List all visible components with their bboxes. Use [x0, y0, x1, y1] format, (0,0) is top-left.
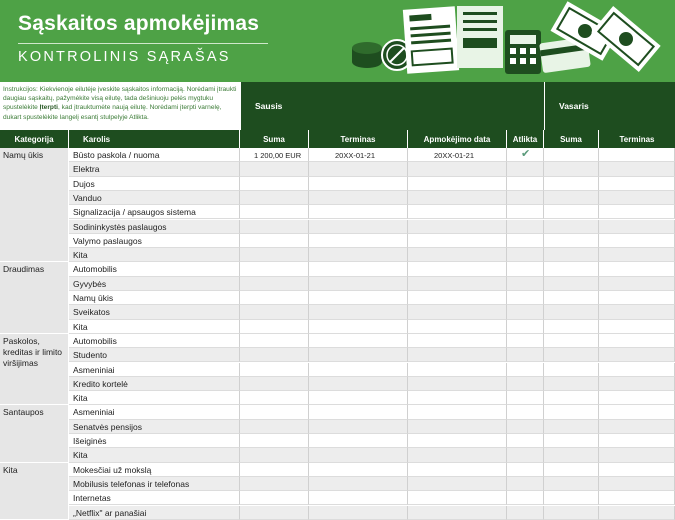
cell-due[interactable] [309, 491, 408, 505]
cell-amount[interactable] [240, 463, 309, 477]
header-banner [0, 0, 675, 82]
cell-amount[interactable] [240, 291, 309, 305]
cell-amount2[interactable] [544, 320, 599, 334]
cell-amount[interactable] [240, 506, 309, 520]
cell-paid[interactable] [408, 463, 507, 477]
cell-amount2[interactable] [544, 148, 599, 162]
cell-amount2[interactable] [544, 162, 599, 176]
biller-label: Kita [73, 321, 88, 332]
month-header-february: Vasaris [544, 82, 675, 130]
biller-label: Sveikatos [73, 307, 110, 318]
cell-paid[interactable] [408, 477, 507, 491]
cell-due2[interactable] [599, 377, 675, 391]
table-row[interactable] [69, 477, 675, 491]
cell-amount2[interactable] [544, 305, 599, 319]
cell-amount[interactable] [240, 448, 309, 462]
page-title: Sąskaitos apmokėjimas [18, 12, 260, 35]
cell-done[interactable] [507, 348, 544, 362]
cell-amount2[interactable] [544, 277, 599, 291]
cell-paid[interactable] [408, 334, 507, 348]
table-row[interactable] [69, 162, 675, 176]
biller-label: Kita [73, 450, 88, 461]
cell-due2[interactable] [599, 291, 675, 305]
cell-due2[interactable] [599, 448, 675, 462]
cell-done[interactable] [507, 420, 544, 434]
cell-amount[interactable] [240, 320, 309, 334]
cell-paid[interactable] [408, 262, 507, 276]
cell-paid[interactable] [408, 248, 507, 262]
cell-biller[interactable] [69, 491, 240, 505]
cell-paid[interactable] [408, 491, 507, 505]
cell-paid[interactable] [408, 148, 507, 162]
cell-biller[interactable] [69, 234, 240, 248]
cell-due[interactable] [309, 477, 408, 491]
cell-due2[interactable] [599, 191, 675, 205]
cell-done[interactable] [507, 391, 544, 405]
table-row[interactable] [69, 234, 675, 248]
cell-due[interactable] [309, 305, 408, 319]
cell-biller[interactable] [69, 262, 240, 276]
invoice-icon [403, 6, 459, 73]
cell-done[interactable] [507, 148, 544, 162]
cell-paid[interactable] [408, 363, 507, 377]
cell-due[interactable] [309, 434, 408, 448]
category-loans: Paskolos, kreditas ir limito viršijimas [0, 334, 69, 406]
cell-due[interactable] [309, 262, 408, 276]
cell-due2[interactable] [599, 506, 675, 520]
category-savings: Santaupos [0, 405, 69, 462]
coins-icon [352, 40, 412, 70]
cell-done[interactable] [507, 405, 544, 419]
cell-amount2[interactable] [544, 363, 599, 377]
cell-amount[interactable] [240, 177, 309, 191]
category-other: Kita [0, 463, 69, 520]
cell-amount2[interactable] [544, 463, 599, 477]
cell-paid[interactable] [408, 205, 507, 219]
biller-label: Asmeniniai [73, 364, 115, 375]
cell-due2[interactable] [599, 148, 675, 162]
cell-due[interactable] [309, 405, 408, 419]
biller-label: Signalizacija / apsaugos sistema [73, 207, 196, 218]
cell-due[interactable] [309, 291, 408, 305]
cell-amount[interactable] [240, 234, 309, 248]
cell-amount[interactable] [240, 348, 309, 362]
cell-biller[interactable] [69, 291, 240, 305]
table-row[interactable] [69, 334, 675, 348]
cell-amount[interactable] [240, 148, 309, 162]
cell-done[interactable] [507, 477, 544, 491]
cell-due2[interactable] [599, 348, 675, 362]
cell-amount2[interactable] [544, 177, 599, 191]
cell-due[interactable] [309, 191, 408, 205]
cell-due[interactable] [309, 205, 408, 219]
cell-paid[interactable] [408, 377, 507, 391]
biller-label: Dujos [73, 178, 95, 189]
cell-due[interactable] [309, 463, 408, 477]
cell-paid[interactable] [408, 320, 507, 334]
col-header-due: Terminas [309, 130, 408, 148]
cell-biller[interactable] [69, 420, 240, 434]
cell-amount[interactable] [240, 491, 309, 505]
cell-amount2[interactable] [544, 506, 599, 520]
table-row[interactable] [69, 377, 675, 391]
cell-done[interactable] [507, 448, 544, 462]
cell-paid[interactable] [408, 348, 507, 362]
cell-due[interactable] [309, 177, 408, 191]
biller-label: Studento [73, 350, 108, 361]
table-row[interactable] [69, 262, 675, 276]
table-row[interactable] [69, 248, 675, 262]
cell-amount2[interactable] [544, 220, 599, 234]
cell-amount2[interactable] [544, 262, 599, 276]
cell-done[interactable] [507, 262, 544, 276]
col-header-category: Kategorija [0, 130, 69, 148]
table-row[interactable] [69, 363, 675, 377]
cell-amount[interactable] [240, 477, 309, 491]
cell-done[interactable] [507, 320, 544, 334]
biller-label: Būsto paskola / nuoma [73, 150, 160, 160]
cell-due2[interactable] [599, 277, 675, 291]
cell-paid[interactable] [408, 305, 507, 319]
cell-amount[interactable] [240, 205, 309, 219]
cell-biller[interactable] [69, 477, 240, 491]
cell-due[interactable] [309, 420, 408, 434]
cell-due2[interactable] [599, 248, 675, 262]
cell-biller[interactable] [69, 448, 240, 462]
month-header-january: Sausis [240, 82, 544, 130]
cell-biller[interactable] [69, 191, 240, 205]
cell-done[interactable] [507, 334, 544, 348]
cell-amount[interactable] [240, 334, 309, 348]
cell-amount[interactable] [240, 191, 309, 205]
cell-amount2[interactable] [544, 420, 599, 434]
cell-done[interactable] [507, 434, 544, 448]
cell-paid[interactable] [408, 434, 507, 448]
cell-biller[interactable] [69, 205, 240, 219]
cell-due[interactable] [309, 248, 408, 262]
cell-biller[interactable] [69, 391, 240, 405]
biller-label: Mobilusis telefonas ir telefonas [73, 478, 190, 489]
table-row[interactable] [69, 220, 675, 234]
cell-amount[interactable] [240, 434, 309, 448]
biller-label: Gyvybės [73, 278, 107, 289]
cell-amount2[interactable] [544, 205, 599, 219]
col-header-due-feb: Terminas [599, 130, 675, 148]
cell-done[interactable] [507, 506, 544, 520]
cell-amount[interactable] [240, 405, 309, 419]
bills-illustration [345, 0, 675, 82]
table-row[interactable] [69, 205, 675, 219]
cell-due2[interactable] [599, 391, 675, 405]
cell-amount2[interactable] [544, 477, 599, 491]
cell-amount2[interactable] [544, 291, 599, 305]
cell-due[interactable] [309, 391, 408, 405]
cell-due[interactable] [309, 334, 408, 348]
table-row[interactable] [69, 506, 675, 520]
cell-due2[interactable] [599, 220, 675, 234]
cell-amount[interactable] [240, 220, 309, 234]
biller-label: Kita [73, 250, 88, 261]
cell-biller[interactable] [69, 463, 240, 477]
cell-biller[interactable] [69, 248, 240, 262]
col-header-amount: Suma [240, 130, 309, 148]
col-header-paid-date: Apmokėjimo data [408, 130, 507, 148]
checkmark-icon: ✔ [521, 148, 531, 160]
table-row[interactable] [69, 191, 675, 205]
due-date-value: 20XX-01-21 [335, 150, 376, 160]
cell-due2[interactable] [599, 363, 675, 377]
cell-due2[interactable] [599, 234, 675, 248]
cell-done[interactable] [507, 377, 544, 391]
cell-biller[interactable] [69, 320, 240, 334]
biller-label: Namų ūkis [73, 293, 114, 303]
cell-amount2[interactable] [544, 348, 599, 362]
cell-biller[interactable] [69, 220, 240, 234]
cell-due2[interactable] [599, 334, 675, 348]
receipt-icon [457, 6, 503, 68]
category-insurance: Draudimas [0, 262, 69, 334]
cell-due2[interactable] [599, 320, 675, 334]
category-household: Namų ūkis [0, 148, 69, 262]
table-row[interactable] [69, 291, 675, 305]
page-subtitle: KONTROLINIS SĄRAŠAS [18, 49, 231, 65]
cell-due2[interactable] [599, 434, 675, 448]
cell-amount[interactable] [240, 248, 309, 262]
calculator-icon [505, 30, 541, 74]
cell-biller[interactable] [69, 177, 240, 191]
cell-paid[interactable] [408, 191, 507, 205]
cell-due2[interactable] [599, 205, 675, 219]
cell-due2[interactable] [599, 463, 675, 477]
cell-paid[interactable] [408, 506, 507, 520]
cell-paid[interactable] [408, 234, 507, 248]
cell-due[interactable] [309, 162, 408, 176]
table-row[interactable] [69, 277, 675, 291]
cell-done[interactable] [507, 177, 544, 191]
biller-label: Automobilis [73, 264, 117, 275]
cell-biller[interactable] [69, 162, 240, 176]
table-row[interactable] [69, 177, 675, 191]
cell-done[interactable] [507, 205, 544, 219]
cell-biller[interactable] [69, 305, 240, 319]
cell-amount[interactable] [240, 162, 309, 176]
cell-biller[interactable] [69, 377, 240, 391]
cell-amount[interactable] [240, 363, 309, 377]
cell-paid[interactable] [408, 220, 507, 234]
cell-due2[interactable] [599, 477, 675, 491]
biller-label: Kita [73, 393, 88, 404]
cell-due[interactable] [309, 320, 408, 334]
cell-amount[interactable] [240, 262, 309, 276]
biller-label: Vanduo [73, 192, 102, 203]
table-row[interactable] [69, 491, 675, 505]
cell-amount2[interactable] [544, 248, 599, 262]
instructions-text: Instrukcijos: Kiekvienoje eilutėje įveskite sąskaitos informaciją. Norėdami įtraukti daugiau sąskaitų, pažymėkite visą eilutę, tada dešiniuoju pelės mygtuku spustelėkite Įterpti, kad įtrauktumėte naują eilutę. Norėdami įterpti varnelę, dukart spustelėkite langelį esantį stulpelyje Atlikta. [0, 82, 240, 130]
cell-amount2[interactable] [544, 405, 599, 419]
col-header-done: Atlikta [507, 130, 544, 148]
cell-amount2[interactable] [544, 334, 599, 348]
cell-done[interactable] [507, 463, 544, 477]
cell-amount[interactable] [240, 305, 309, 319]
cell-due[interactable] [309, 220, 408, 234]
cell-paid[interactable] [408, 391, 507, 405]
col-header-biller: Karolis [69, 130, 240, 148]
cell-due[interactable] [309, 506, 408, 520]
cell-due2[interactable] [599, 177, 675, 191]
table-row[interactable] [69, 463, 675, 477]
table-row[interactable] [69, 148, 675, 162]
cell-biller[interactable] [69, 363, 240, 377]
cell-done[interactable] [507, 248, 544, 262]
biller-label: Mokesčiai už mokslą [73, 464, 152, 475]
table-row[interactable] [69, 348, 675, 362]
cell-done[interactable] [507, 291, 544, 305]
cell-due2[interactable] [599, 262, 675, 276]
cell-biller[interactable] [69, 348, 240, 362]
table-row[interactable] [69, 305, 675, 319]
biller-label: Senatvės pensijos [73, 421, 142, 432]
cell-paid[interactable] [408, 291, 507, 305]
cell-due[interactable] [309, 234, 408, 248]
cell-due[interactable] [309, 377, 408, 391]
cell-done[interactable] [507, 234, 544, 248]
cell-due2[interactable] [599, 162, 675, 176]
cell-due[interactable] [309, 348, 408, 362]
table-row[interactable] [69, 420, 675, 434]
biller-label: Sodininkystės paslaugos [73, 221, 167, 232]
cell-due[interactable] [309, 448, 408, 462]
cell-amount2[interactable] [544, 191, 599, 205]
table-row[interactable] [69, 320, 675, 334]
cell-done[interactable] [507, 162, 544, 176]
cell-paid[interactable] [408, 177, 507, 191]
cell-amount2[interactable] [544, 448, 599, 462]
cell-done[interactable] [507, 363, 544, 377]
biller-label: Valymo paslaugos [73, 235, 142, 246]
cell-amount2[interactable] [544, 234, 599, 248]
cell-due2[interactable] [599, 420, 675, 434]
biller-label: Internetas [73, 493, 111, 504]
cell-biller[interactable] [69, 334, 240, 348]
cell-biller[interactable] [69, 405, 240, 419]
cell-amount2[interactable] [544, 391, 599, 405]
biller-label: Elektra [73, 164, 100, 175]
cell-biller[interactable] [69, 506, 240, 520]
cell-due[interactable] [309, 148, 408, 162]
cell-paid[interactable] [408, 162, 507, 176]
biller-label: Kredito kortelė [73, 378, 128, 389]
cell-due[interactable] [309, 363, 408, 377]
title-divider [18, 43, 268, 44]
cell-amount[interactable] [240, 277, 309, 291]
cell-amount2[interactable] [544, 434, 599, 448]
cell-paid[interactable] [408, 448, 507, 462]
cell-done[interactable] [507, 220, 544, 234]
cell-paid[interactable] [408, 277, 507, 291]
table-row[interactable] [69, 448, 675, 462]
cell-due[interactable] [309, 277, 408, 291]
cell-paid[interactable] [408, 420, 507, 434]
biller-label: Automobilis [73, 335, 117, 346]
cell-done[interactable] [507, 491, 544, 505]
cell-due2[interactable] [599, 491, 675, 505]
cell-done[interactable] [507, 191, 544, 205]
biller-label: „Netflix" ar panašiai [73, 507, 147, 518]
cell-amount[interactable] [240, 391, 309, 405]
biller-label: Išeiginės [73, 436, 107, 446]
table-row[interactable] [69, 391, 675, 405]
cell-amount2[interactable] [544, 491, 599, 505]
cell-biller[interactable] [69, 277, 240, 291]
cell-due2[interactable] [599, 405, 675, 419]
biller-label: Asmeniniai [73, 407, 115, 418]
cell-paid[interactable] [408, 405, 507, 419]
cell-done[interactable] [507, 277, 544, 291]
amount-value: 1 200,00 EUR [254, 150, 302, 160]
cell-biller[interactable] [69, 434, 240, 448]
cell-amount2[interactable] [544, 377, 599, 391]
cell-amount[interactable] [240, 420, 309, 434]
cell-biller[interactable] [69, 148, 240, 162]
col-header-amount-feb: Suma [544, 130, 599, 148]
cell-due2[interactable] [599, 305, 675, 319]
paid-date-value: 20XX-01-21 [434, 150, 475, 160]
table-row[interactable] [69, 434, 675, 448]
table-row[interactable] [69, 405, 675, 419]
cell-done[interactable] [507, 305, 544, 319]
cell-amount[interactable] [240, 377, 309, 391]
